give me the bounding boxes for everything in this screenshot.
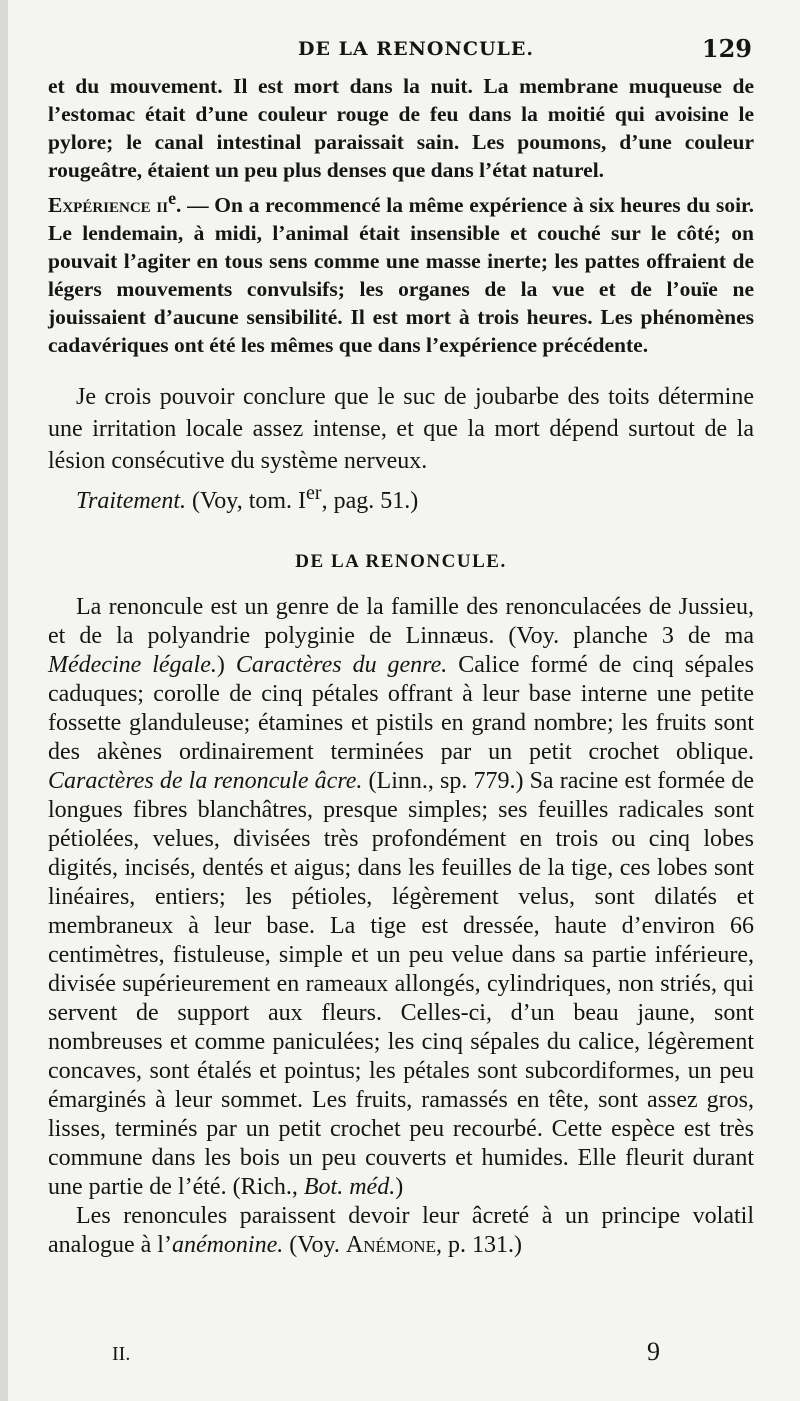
paragraph-traitement [48, 477, 754, 517]
last-part-b: (Voy. [283, 1232, 346, 1259]
folio-number: 9 [647, 1337, 660, 1366]
paragraph-anemonine [48, 1202, 754, 1260]
experiment-superscript: e [168, 188, 177, 208]
section-title: DE LA RENONCULE. [295, 551, 507, 573]
signature-mark: II. [112, 1343, 131, 1365]
desc-italic-genre: Caractères du genre. [235, 652, 448, 679]
desc-italic-bot: Bot. méd. [303, 1174, 396, 1201]
page-gutter-shadow [0, 0, 8, 1401]
experiment-number: ii [156, 193, 169, 218]
experiment-label: Expérience [48, 193, 151, 218]
paragraph-renoncule-description [48, 593, 754, 1202]
desc-part-d: (Linn., sp. 779.) Sa racine est formée de longues fibres blanchâtres, presque simples; ses feuilles radicales sont pétiolées, velues, divisées très profondément en trois ou cinq lobes digités, incisés, dentés et aigus; dans les feuilles de la tige, ces lobes sont linéaires, entiers; les pétioles, légèrement velus, sont dilatés et membraneux à leur base. La tige est dressée, haute d’environ 66 centimètres, fistuleuse, simple et un peu velue dans sa partie inférieure, divisée supérieurement en rameaux allongés, cylindriques, non striés, qui servent de support aux fleurs. Celles-ci, d’un beau jaune, sont nombreuses et comme paniculées; les cinq sépales du calice, légèrement concaves, sont étalés et pointus; les pétales sont subcordiformes, un peu émarginés à leur sommet. Les fruits, ramassés en tête, sont assez gros, lisses, terminés par un petit crochet peu recourbé. Cette espèce est très commune dans les bois un peu couverts et humides. Elle fleurit durant une partie de l’été. (Rich., [48, 768, 754, 1201]
text-block [48, 72, 754, 1260]
traitement-label: Traitement. [76, 488, 187, 515]
traitement-ref-end: , pag. 51.) [321, 488, 419, 515]
paragraph-conclusion: Je crois pouvoir conclure que le suc de joubarbe des toits détermine une irritation locale assez intense, et que la mort dépend surtout de la lésion consécutive du système nerveux. [48, 384, 754, 475]
traitement-ref: (Voy, tom. I [186, 488, 307, 515]
paragraph-experiment-end: et du mouvement. Il est mort dans la nuit. La membrane muqueuse de l’estomac était d’une couleur rouge de feu dans la moitié qui avoisine le pylore; le canal intestinal paraissait sain. Les poumons, d’une couleur rougeâtre, étaient un peu plus denses que dans l’état naturel. [48, 74, 754, 182]
desc-part-b: ) [216, 652, 236, 679]
paragraph-experiment-2 [48, 184, 754, 359]
experiment-2-text: . — On a recommencé la même expérience à six heures du soir. Le lendemain, à midi, l’animal était insensible et couché sur le côté; on pouvait l’agiter en tous sens comme une masse inerte; les pattes offraient de légers mouvements convulsifs; les organes de la vue et de l’ouïe ne jouissaient d’aucune sensibilité. Il est mort à trois heures. Les phénomènes cadavériques ont été les mêmes que dans l’expérience précédente. [48, 193, 754, 358]
running-title: DE LA RENONCULE. [298, 38, 534, 60]
last-part-a: Les renoncules paraissent devoir leur âcreté à un principe volatil analogue à l’ [48, 1203, 754, 1259]
desc-italic-medecine: Médecine légale. [48, 652, 217, 679]
desc-italic-acre: Caractères de la renoncule âcre. [48, 768, 363, 795]
desc-part-a: La renoncule est un genre de la famille des renonculacées de Jussieu, et de la polyandrie polyginie de Linnæus. (Voy. planche 3 de ma [48, 594, 754, 650]
last-part-c: , p. 131.) [435, 1232, 522, 1259]
running-head [48, 34, 752, 68]
last-italic-anemonine: anémonine. [171, 1232, 284, 1259]
page-number: 129 [701, 34, 752, 63]
last-smallcaps-anemone: Anémone [345, 1232, 436, 1259]
page-footer [112, 1337, 660, 1367]
traitement-superscript: er [306, 482, 322, 505]
desc-part-c: Calice formé de cinq sépales caduques; corolle de cinq pétales offrant à leur base interne une petite fossette glanduleuse; étamines et pistils en grand nombre; les fruits sont des akènes ordinairement terminées par un petit crochet oblique. [48, 652, 754, 766]
desc-part-e: ) [395, 1174, 404, 1201]
